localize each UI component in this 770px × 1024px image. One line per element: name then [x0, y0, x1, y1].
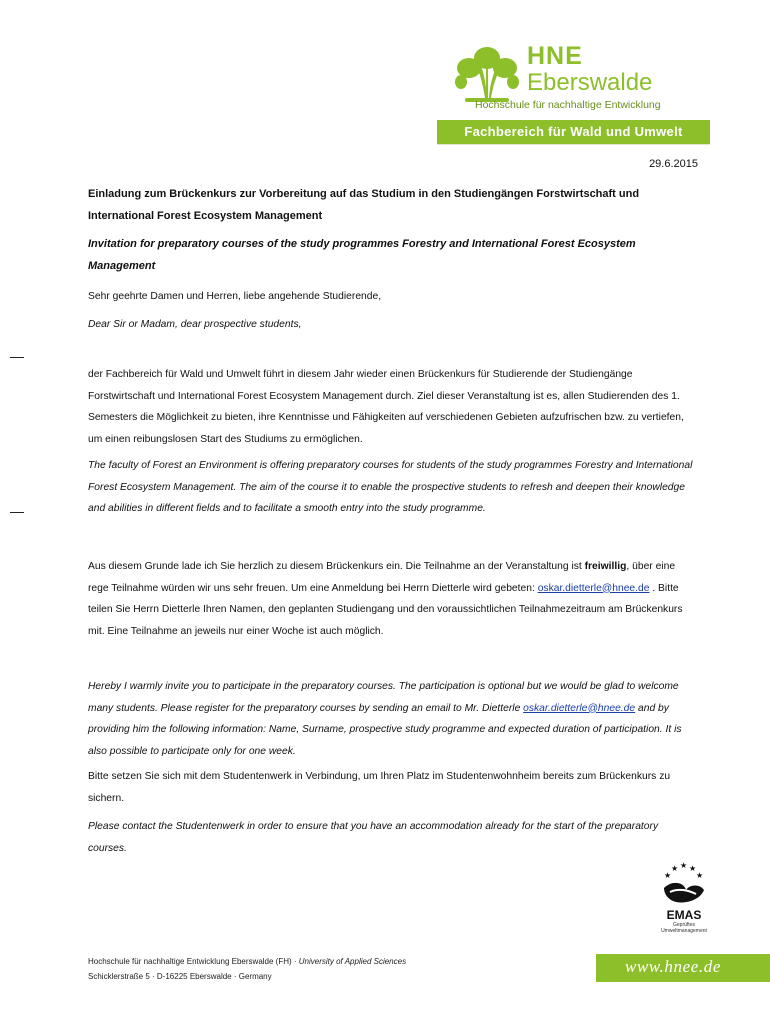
tree-logo-icon [455, 46, 519, 104]
letter-title-en: Invitation for preparatory courses of the study programmes Forestry and International Forest Ecosystem Management [88, 238, 636, 272]
svg-text:★: ★ [680, 861, 688, 870]
footer-web-link[interactable]: www.hnee.de [625, 957, 721, 976]
svg-text:★: ★ [696, 871, 704, 880]
email-link[interactable]: oskar.dietterle@hnee.de [537, 582, 650, 594]
email-link[interactable]: oskar.dietterle@hnee.de [523, 702, 636, 714]
paragraph-3-en: Please contact the Studentenwerk in order to ensure that you have an accommodation already for the start of the preparatory courses. [88, 821, 659, 854]
letter-title-de: Einladung zum Brückenkurs zur Vorbereitung auf das Studium in den Studiengängen Forstwirtschaft und International Forest Ecosystem Management [88, 188, 640, 222]
emas-logo [656, 860, 712, 940]
fold-mark [10, 357, 24, 358]
emas-caption: Geprüftes Umweltmanagement [661, 922, 707, 934]
svg-text:★: ★ [689, 864, 697, 873]
logo-place-text: Eberswalde [527, 69, 653, 96]
letter-date: 29.6.2015 [649, 158, 698, 170]
svg-text:★: ★ [671, 864, 679, 873]
paragraph-1-en: The faculty of Forest an Environment is offering preparatory courses for students of the study programmes Forestry and International Forest Ecosystem Management. The aim of the course it to enable the prospective students to refresh and deepen their knowledge and abilities in different fields and to facilitate a smooth entry into the study programme. [88, 460, 693, 514]
department-banner: Fachbereich für Wald und Umwelt [437, 120, 710, 144]
emphasis-freiwillig: freiwillig [584, 561, 627, 572]
paragraph-2-de: Aus diesem Grunde lade ich Sie herzlich zu diesem Brückenkurs ein. Die Teilnahme an der Veranstaltung ist freiwillig, über eine rege Teilnahme würden wir uns sehr freuen. Um eine Anmeldung bei Herrn Dietterle wird gebeten: oskar.dietterle@hnee.de . Bitte teilen Sie Herrn Dietterle Ihren Namen, den geplanten Studiengang und den voraussichtlichen Teilnahmezeitraum am Brückenkurs mit. Eine Teilnahme an jeweils nur einer Woche ist auch möglich. [88, 561, 683, 637]
divider [437, 144, 710, 145]
logo-subtitle: Hochschule für nachhaltige Entwicklung [475, 99, 661, 111]
footer-institution: Hochschule für nachhaltige Entwicklung Eberswalde (FH) · University of Applied Sciences [88, 957, 407, 966]
footer-address: Schicklerstraße 5 · D-16225 Eberswalde · Germany [88, 972, 272, 981]
svg-text:★: ★ [664, 871, 672, 880]
paragraph-2-en: Hereby I warmly invite you to participate in the preparatory courses. The participation is optional but we would be glad to welcome many students. Please register for the preparatory courses by sending an email to Mr. Dietterle oskar.dietterle@hnee.de and by providing him the following information: Name, Surname, prospective study programme and expected duration of participation. It is also possible to participate only for one week. [88, 681, 682, 757]
hne-logo [455, 38, 715, 118]
paragraph-3-de: Bitte setzen Sie sich mit dem Studentenwerk in Verbindung, um Ihren Platz im Studentenwohnheim bereits zum Brückenkurs zu sichern. [88, 771, 671, 804]
greeting-de: Sehr geehrte Damen und Herren, liebe angehende Studierende, [88, 291, 382, 302]
emas-label: EMAS [666, 908, 702, 922]
emas-stars-icon [656, 860, 712, 908]
paragraph-1-de: der Fachbereich für Wald und Umwelt führt in diesem Jahr wieder einen Brückenkurs für Studierende der Studiengänge Forstwirtschaft und International Forest Ecosystem Management durch. Ziel dieser Veranstaltung ist es, allen Studierenden des 1. Semesters die Möglichkeit zu bieten, ihre Kenntnisse und Fähigkeiten auf verschiedenen Gebieten aufzufrischen bzw. zu vertiefen, um einen reibungslosen Start des Studiums zu ermöglichen. [88, 369, 684, 445]
fold-mark [10, 512, 24, 513]
greeting-en: Dear Sir or Madam, dear prospective students, [88, 319, 302, 330]
logo-hne-text: HNE [527, 42, 583, 70]
